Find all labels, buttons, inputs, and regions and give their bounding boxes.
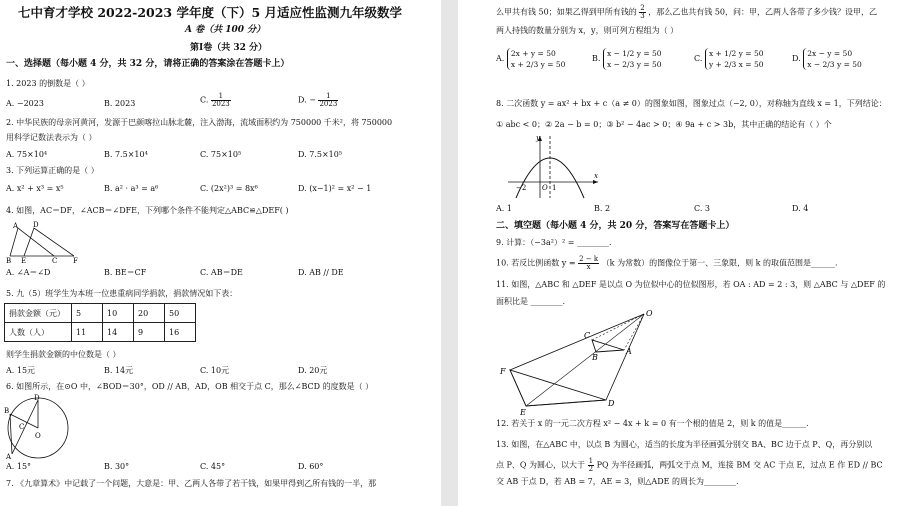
q3-option-d: D. (x−1)² = x² − 1 — [298, 184, 372, 193]
q7-b-eq2: x − 2/3 y = 50 — [606, 60, 662, 69]
q8-option-a: A. 1 — [496, 204, 512, 213]
q2-option-c: C. 75×10⁵ — [200, 150, 242, 159]
q8-option-c: C. 3 — [694, 204, 711, 213]
q1-d-numerator: 1 — [318, 93, 338, 101]
q5-donation-table — [4, 303, 196, 342]
table-cell: 捐款金额（元） — [5, 304, 72, 323]
q8-label-neg2: −2 — [516, 184, 527, 192]
table-cell: 11 — [72, 323, 103, 342]
q8-label-x: x — [594, 172, 598, 180]
q5-option-a: A. 15元 — [6, 366, 36, 375]
q1-option-a: A. −2023 — [6, 99, 44, 108]
q11-line2: 面积比是 ________. — [496, 297, 566, 306]
q7-b-eq1: x − 1/2 y = 50 — [606, 49, 662, 58]
q8-line2: ① abc < 0；② 2a − b = 0；③ b² − 4ac > 0；④ 9a + c > 3b，其中正确的结论有（ ）个 — [496, 120, 832, 129]
q5-question: 则学生捐款金额的中位数是（ ） — [6, 350, 121, 359]
table-cell: 20 — [134, 304, 165, 323]
q1-d-denominator: 2023 — [319, 100, 338, 108]
q5-option-b: B. 14元 — [104, 366, 134, 375]
q4-label-b: B — [6, 257, 12, 264]
paper-1-heading: 第Ⅰ卷（共 32 分） — [190, 43, 268, 53]
q11-label-b: B — [592, 353, 598, 362]
q1-option-d-fraction — [318, 93, 338, 108]
q13-line1: 13. 如图，在△ABC 中，以点 B 为圆心，适当的长度为半径画弧分别交 BA、BC 边于点 P、Q，再分别以 — [496, 440, 873, 449]
q4-triangle-abc — [10, 228, 54, 256]
q7-line1: 7. 《九章算术》中记载了一个问题，大意是：甲、乙两人各带了若干钱，如果甲得到乙所有钱的一半，那 — [6, 479, 377, 488]
left-page — [0, 0, 441, 506]
q7-c-eq2: y + 2/3 x = 50 — [708, 60, 764, 69]
q8-label-o: O — [542, 184, 548, 192]
q7-d-eq2: x − 2/3 y = 50 — [807, 60, 862, 69]
q1-option-b: B. 2023 — [104, 99, 136, 108]
q13-line2 — [496, 458, 883, 473]
q1-option-c-fraction — [211, 93, 231, 108]
q11-label-f: F — [500, 367, 506, 376]
q10-text — [496, 256, 838, 271]
q2-option-b: B. 7.5×10⁴ — [104, 150, 148, 159]
table-row — [5, 323, 196, 342]
table-cell: 16 — [165, 323, 196, 342]
q11-label-a: A — [626, 347, 632, 356]
table-cell: 5 — [72, 304, 103, 323]
q6-label-c: C — [19, 423, 25, 431]
q4-label-a: A — [13, 222, 19, 230]
q5-stem: 5. 九（5）班学生为本班一位患重病同学捐款，捐款情况如下表： — [6, 289, 238, 298]
q11-ray-oc — [592, 314, 644, 340]
q5-option-d: D. 20元 — [298, 366, 328, 375]
q3-option-a: A. x² + x³ = x⁵ — [6, 184, 64, 193]
q7-c-eq1: x + 1/2 y = 50 — [708, 49, 764, 58]
q1-stem: 1. 2023 的倒数是（ ） — [6, 79, 90, 88]
q7-fraction-num: 2 — [640, 4, 645, 12]
q13-fraction-num: 1 — [588, 457, 594, 465]
paper-a-heading: A 卷（共 100 分） — [185, 25, 266, 35]
q11-ray-oe — [526, 314, 644, 406]
q4-label-e: E — [21, 257, 27, 264]
q7-option-d-label: D. — [792, 54, 801, 63]
q4-label-c: C — [52, 257, 58, 264]
q7-line2-pre: 么甲共有钱 50；如果乙得到甲所有钱的 — [496, 7, 637, 17]
q7-option-d — [792, 48, 862, 70]
q10-fraction — [578, 256, 599, 271]
q4-option-d: D. AB // DE — [298, 268, 344, 277]
q13-line2-pre: 点 P、Q 为圆心，以大于 — [496, 460, 586, 470]
q10-fraction-den: x — [586, 263, 591, 271]
q11-homothety-figure — [498, 308, 658, 416]
q11-label-d: D — [608, 399, 615, 408]
q11-line1: 11. 如图，△ABC 和 △DEF 是以点 O 为位似中心的位似图形，若 OA : AD = 2 : 3，则 △ABC 与 △DEF 的 — [496, 280, 886, 289]
q3-option-b: B. a² · a³ = a⁶ — [104, 184, 159, 193]
q13-fraction — [588, 458, 594, 473]
q1-c-denominator: 2023 — [211, 100, 230, 108]
q11-label-o: O — [646, 309, 653, 318]
q7-line3: 两人持钱的数量分别为 x，y，则可列方程组为（ ） — [496, 26, 679, 35]
q4-option-c: C. AB＝DE — [200, 268, 243, 277]
q7-option-b — [592, 48, 662, 70]
table-cell: 9 — [134, 323, 165, 342]
q6-option-d: D. 60° — [298, 462, 324, 471]
q6-label-o: O — [35, 432, 41, 440]
q4-option-a: A. ∠A＝∠D — [6, 268, 51, 277]
table-cell: 10 — [103, 304, 134, 323]
q2-option-a: A. 75×10⁴ — [6, 150, 48, 159]
q8-option-b: B. 2 — [594, 204, 611, 213]
table-cell: 50 — [165, 304, 196, 323]
q11-ray-oa — [624, 314, 644, 350]
q8-label-one: 1 — [552, 184, 557, 192]
q12-text: 12. 若关于 x 的一元二次方程 x² − 4x + k = 0 有一个根的值是 2，则 k 的值是______. — [496, 419, 809, 428]
table-row — [5, 304, 196, 323]
q10-pre: 10. 若反比例函数 y = — [496, 258, 576, 268]
q8-line1: 8. 二次函数 y = ax² + bx + c（a ≠ 0）的图象如图，图象过点（−2, 0），对称轴为直线 x = 1，下列结论： — [496, 99, 887, 108]
q3-option-c: C. (2x²)³ = 8x⁶ — [200, 184, 258, 193]
q8-option-d: D. 4 — [792, 204, 809, 213]
q6-option-b: B. 30° — [104, 462, 130, 471]
q7-a-eq1: 2x + y = 50 — [510, 49, 556, 58]
q7-option-c — [694, 48, 764, 70]
q4-stem: 4. 如图，AC＝DF，∠ACB＝∠DFE，下列哪个条件不能判定△ABC≌△DEF( ) — [6, 206, 289, 215]
q6-option-a: A. 15° — [6, 462, 32, 471]
q4-label-d: D — [33, 221, 39, 229]
q11-label-e: E — [520, 408, 526, 416]
q6-label-d: D — [34, 394, 40, 402]
exam-title: 七中育才学校 2022-2023 学年度（下）5 月适应性监测九年级数学 — [18, 5, 403, 20]
q7-option-b-system — [603, 48, 662, 70]
q2-line2: 用科学记数法表示为（ ） — [6, 133, 97, 142]
q7-line2 — [496, 5, 877, 20]
q13-fraction-den: 2 — [588, 465, 594, 473]
q1-c-numerator: 1 — [211, 93, 231, 101]
q7-option-c-system — [705, 48, 764, 70]
q7-option-a-label: A. — [496, 54, 505, 63]
q4-label-f: F — [73, 257, 78, 264]
section1-heading: 一、选择题（每小题 4 分，共 32 分，请将正确的答案涂在答题卡上） — [6, 59, 290, 69]
q13-line3: 交 AB 于点 D，若 AB = 7，AE = 3，则△ADE 的周长为________. — [496, 477, 739, 486]
q8-parabola-figure — [502, 132, 602, 200]
table-cell: 14 — [103, 323, 134, 342]
q7-option-c-label: C. — [694, 54, 703, 63]
q11-label-c: C — [584, 331, 591, 340]
q7-fraction-den: 3 — [640, 12, 645, 20]
q6-circle-figure — [2, 392, 78, 460]
q7-option-a-system — [507, 48, 566, 70]
q4-triangles-figure — [4, 220, 88, 264]
q6-option-c: C. 45° — [200, 462, 226, 471]
q7-line2-post: ，那么乙也共有钱 50，问：甲，乙两人各带了多少钱？设甲，乙 — [648, 7, 878, 17]
q6-segment-ab — [10, 414, 12, 454]
q6-stem: 6. 如图所示，在⊙O 中，∠BOD＝30°，OD // AB，AD，OB 相交于点 C，那么∠BCD 的度数是（ ） — [6, 382, 374, 391]
q1-option-c — [200, 93, 231, 108]
q9-text: 9. 计算：（−3a²）² = ________. — [496, 238, 612, 247]
q13-line2-post: PQ 为半径画弧，两弧交于点 M，连接 BM 交 AC 于点 E，过点 E 作 ED // BC — [596, 460, 883, 470]
q7-fraction — [639, 5, 645, 20]
q10-post: （k 为常数）的图像位于第一、三象限，则 k 的取值范围是______. — [601, 258, 838, 268]
q6-label-a: A — [6, 453, 12, 460]
q3-stem: 3. 下列运算正确的是（ ） — [6, 166, 99, 175]
q11-outer-rays — [510, 314, 644, 406]
q7-option-b-label: B. — [592, 54, 601, 63]
q6-label-b: B — [4, 407, 10, 415]
q7-d-eq1: 2x − y = 50 — [807, 49, 853, 58]
q2-line1: 2. 中华民族的母亲河黄河，发源于巴颜喀拉山脉北麓，注入渤海，流域面积约为 750000 千米²，将 750000 — [6, 118, 393, 127]
q7-option-a — [496, 48, 565, 70]
q7-a-eq2: x + 2/3 y = 50 — [510, 60, 566, 69]
q5-option-c: C. 10元 — [200, 366, 230, 375]
q1-option-d-label: D. − — [298, 95, 316, 105]
q2-option-d: D. 7.5×10⁵ — [298, 150, 343, 159]
q7-option-d-system — [803, 48, 862, 70]
q1-option-c-label: C. — [200, 95, 209, 105]
table-cell: 人数（人） — [5, 323, 72, 342]
q8-x-arrow — [593, 180, 598, 184]
q8-label-y: y — [536, 134, 540, 142]
section2-heading: 二、填空题（每小题 4 分，共 20 分，答案写在答题卡上） — [496, 221, 735, 231]
q1-option-d — [298, 93, 338, 108]
q11-triangle-def — [510, 370, 606, 406]
q10-fraction-num: 2 − k — [579, 255, 599, 263]
right-page — [458, 0, 900, 506]
q4-option-b: B. BE＝CF — [104, 268, 147, 277]
